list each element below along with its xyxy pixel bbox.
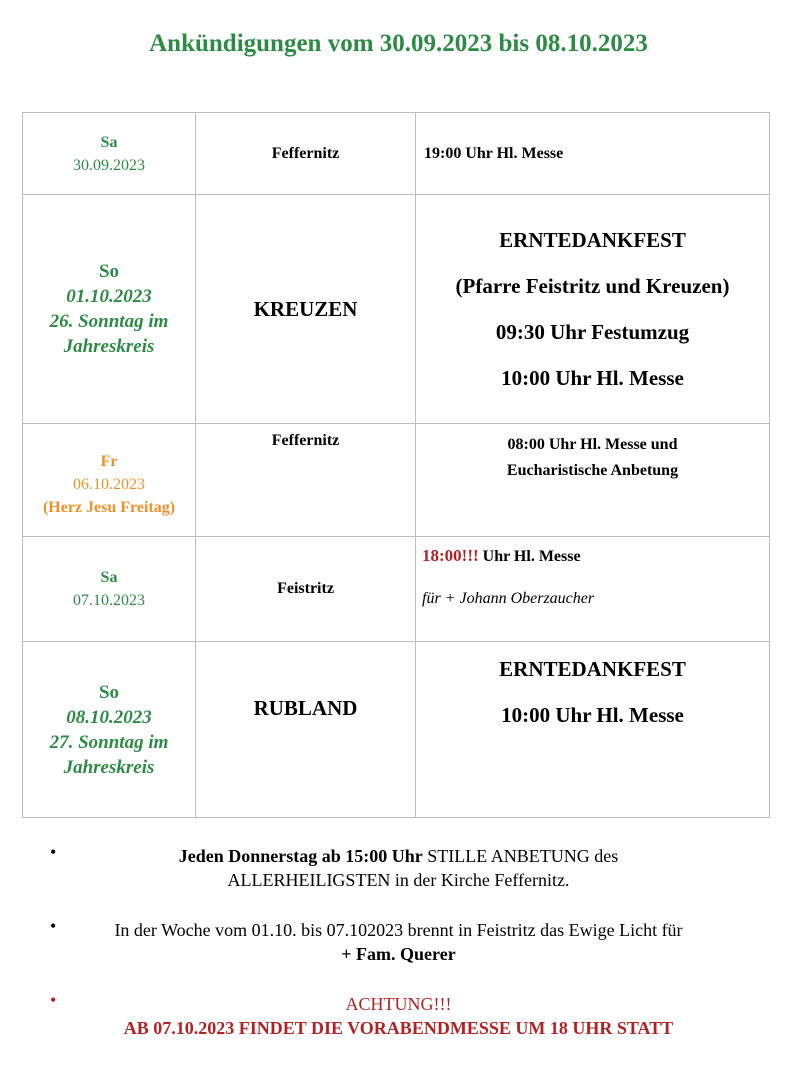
location: RUBLAND [253, 696, 358, 720]
table-row [23, 537, 770, 642]
notice-item [0, 844, 797, 892]
mass-intention: für + Johann Oberzaucher [422, 590, 595, 607]
notice-warning: ACHTUNG!!! [345, 994, 452, 1014]
liturgical-note: Jahreskreis [63, 336, 155, 357]
schedule-table [22, 112, 770, 818]
details-cell [416, 113, 770, 195]
date: 06.10.2023 [73, 475, 145, 493]
location: Feffernitz [271, 432, 340, 449]
location-cell [196, 642, 416, 818]
table-row [23, 195, 770, 424]
detail-line: ERNTEDANKFEST [499, 228, 686, 252]
date-cell [23, 195, 196, 424]
notice-warning: AB 07.10.2023 FINDET DIE VORABENDMESSE UM 18 UHR STATT [123, 1018, 674, 1038]
notice-item [0, 992, 797, 1040]
table-row [23, 424, 770, 537]
date-cell [23, 537, 196, 642]
detail-line: 10:00 Uhr Hl. Messe [501, 366, 684, 390]
bullet-icon: • [50, 916, 57, 936]
notice-item [0, 918, 797, 966]
weekday: So [98, 681, 120, 703]
liturgical-note: 26. Sonntag im [49, 311, 169, 332]
weekday: Sa [100, 133, 118, 151]
liturgical-note: (Herz Jesu Freitag) [42, 498, 176, 516]
detail-line: Eucharistische Anbetung [506, 462, 679, 479]
date: 07.10.2023 [73, 592, 145, 609]
notices [0, 840, 797, 1038]
bullet-icon: • [50, 990, 57, 1010]
date-cell [23, 424, 196, 537]
detail-line: (Pfarre Feistritz und Kreuzen) [455, 274, 730, 298]
notice-text: ALLERHEILIGSTEN in der Kirche Feffernitz. [227, 870, 570, 890]
detail-line: Uhr Hl. Messe [478, 548, 581, 565]
details-cell [416, 195, 770, 424]
weekday: Sa [100, 569, 118, 586]
weekday: Fr [100, 452, 118, 470]
page-title: Ankündigungen vom 30.09.2023 bis 08.10.2023 [149, 30, 648, 57]
location-cell [196, 537, 416, 642]
detail-line: 19:00 Uhr Hl. Messe [424, 144, 564, 162]
detail-line: 10:00 Uhr Hl. Messe [501, 703, 684, 727]
details-cell [416, 424, 770, 537]
table-row [23, 113, 770, 195]
location-cell [196, 424, 416, 537]
date-cell [23, 642, 196, 818]
details-cell [416, 537, 770, 642]
location: Feistritz [277, 580, 334, 597]
notice-text: In der Woche vom 01.10. bis 07.102023 brennt in Feistritz das Ewige Licht für [114, 920, 683, 940]
bullet-icon: • [50, 842, 57, 862]
notice-bold: Jeden Donnerstag ab 15:00 Uhr [178, 846, 423, 866]
liturgical-note: Jahreskreis [63, 756, 155, 778]
date-cell [23, 113, 196, 195]
notice-bold: + Fam. Querer [341, 944, 456, 964]
liturgical-note: 27. Sonntag im [49, 731, 169, 753]
detail-line: ERNTEDANKFEST [499, 657, 686, 681]
time-highlight: 18:00!!! [422, 546, 479, 565]
location: Feffernitz [271, 144, 340, 162]
table-row [23, 642, 770, 818]
notice-text: STILLE ANBETUNG des [422, 846, 619, 866]
detail-line: 09:30 Uhr Festumzug [495, 320, 690, 344]
location: KREUZEN [253, 296, 358, 321]
weekday: So [98, 261, 120, 282]
date: 30.09.2023 [73, 156, 145, 174]
detail-line: 08:00 Uhr Hl. Messe und [507, 436, 678, 453]
location-cell [196, 113, 416, 195]
details-cell [416, 642, 770, 818]
location-cell [196, 195, 416, 424]
date: 08.10.2023 [66, 706, 152, 728]
date: 01.10.2023 [66, 286, 152, 307]
